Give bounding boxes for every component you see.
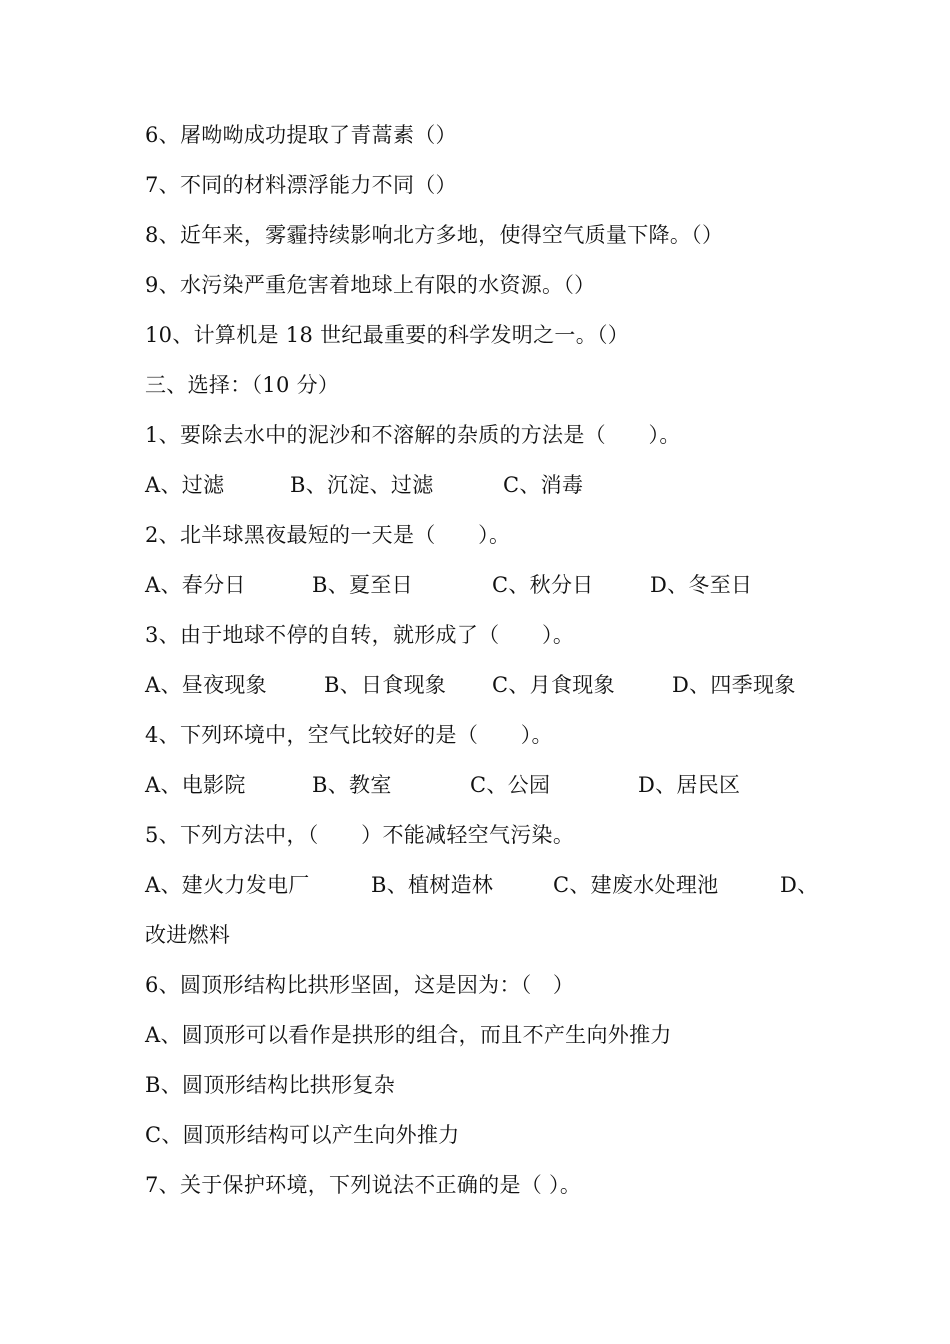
question-4-option-d: D、居民区	[638, 773, 741, 797]
question-3-option-c: C、月食现象	[492, 673, 615, 697]
question-5-option-c: C、建废水处理池	[553, 873, 719, 897]
question-1-option-a: A、过滤	[145, 473, 225, 497]
question-4-option-a: A、电影院	[145, 773, 246, 797]
question-6-option-c: C、圆顶形结构可以产生向外推力	[145, 1123, 460, 1147]
question-3-option-b: B、日食现象	[324, 673, 447, 697]
question-2-option-b: B、夏至日	[312, 573, 413, 597]
question-3-option-d: D、四季现象	[672, 673, 796, 697]
question-2-option-c: C、秋分日	[492, 573, 594, 597]
question-7: 7、关于保护环境，下列说法不正确的是（ ）。	[145, 1173, 582, 1197]
section-heading-choice: 三、选择：（10 分）	[145, 373, 340, 397]
question-6: 6、圆顶形结构比拱形坚固，这是因为：（ ）	[145, 973, 575, 997]
question-5-option-d-continued: 改进燃料	[145, 923, 231, 947]
question-3: 3、由于地球不停的自转，就形成了（ ）。	[145, 623, 575, 647]
question-5-option-d: D、	[780, 873, 819, 897]
question-4-option-b: B、教室	[312, 773, 392, 797]
true-false-item-10: 10、计算机是 18 世纪最重要的科学发明之一。（）	[145, 323, 630, 347]
question-6-option-a: A、圆顶形可以看作是拱形的组合，而且不产生向外推力	[145, 1023, 672, 1047]
question-1: 1、要除去水中的泥沙和不溶解的杂质的方法是（ ）。	[145, 423, 681, 447]
question-5-option-b: B、植树造林	[371, 873, 494, 897]
question-4-option-c: C、公园	[470, 773, 551, 797]
question-3-option-a: A、昼夜现象	[145, 673, 267, 697]
question-2: 2、北半球黑夜最短的一天是（ ）。	[145, 523, 511, 547]
question-4: 4、下列环境中，空气比较好的是（ ）。	[145, 723, 553, 747]
question-1-option-c: C、消毒	[503, 473, 584, 497]
true-false-item-9: 9、水污染严重危害着地球上有限的水资源。（）	[145, 273, 596, 297]
true-false-item-7: 7、不同的材料漂浮能力不同（）	[145, 173, 457, 197]
question-1-option-b: B、沉淀、过滤	[290, 473, 434, 497]
question-2-option-a: A、春分日	[145, 573, 246, 597]
question-6-option-b: B、圆顶形结构比拱形复杂	[145, 1073, 396, 1097]
true-false-item-6: 6、屠呦呦成功提取了青蒿素（）	[145, 123, 457, 147]
question-5-option-a: A、建火力发电厂	[145, 873, 310, 897]
question-5: 5、下列方法中，（ ）不能减轻空气污染。	[145, 823, 575, 847]
true-false-item-8: 8、近年来，雾霾持续影响北方多地，使得空气质量下降。（）	[145, 223, 724, 247]
question-2-option-d: D、冬至日	[650, 573, 753, 597]
